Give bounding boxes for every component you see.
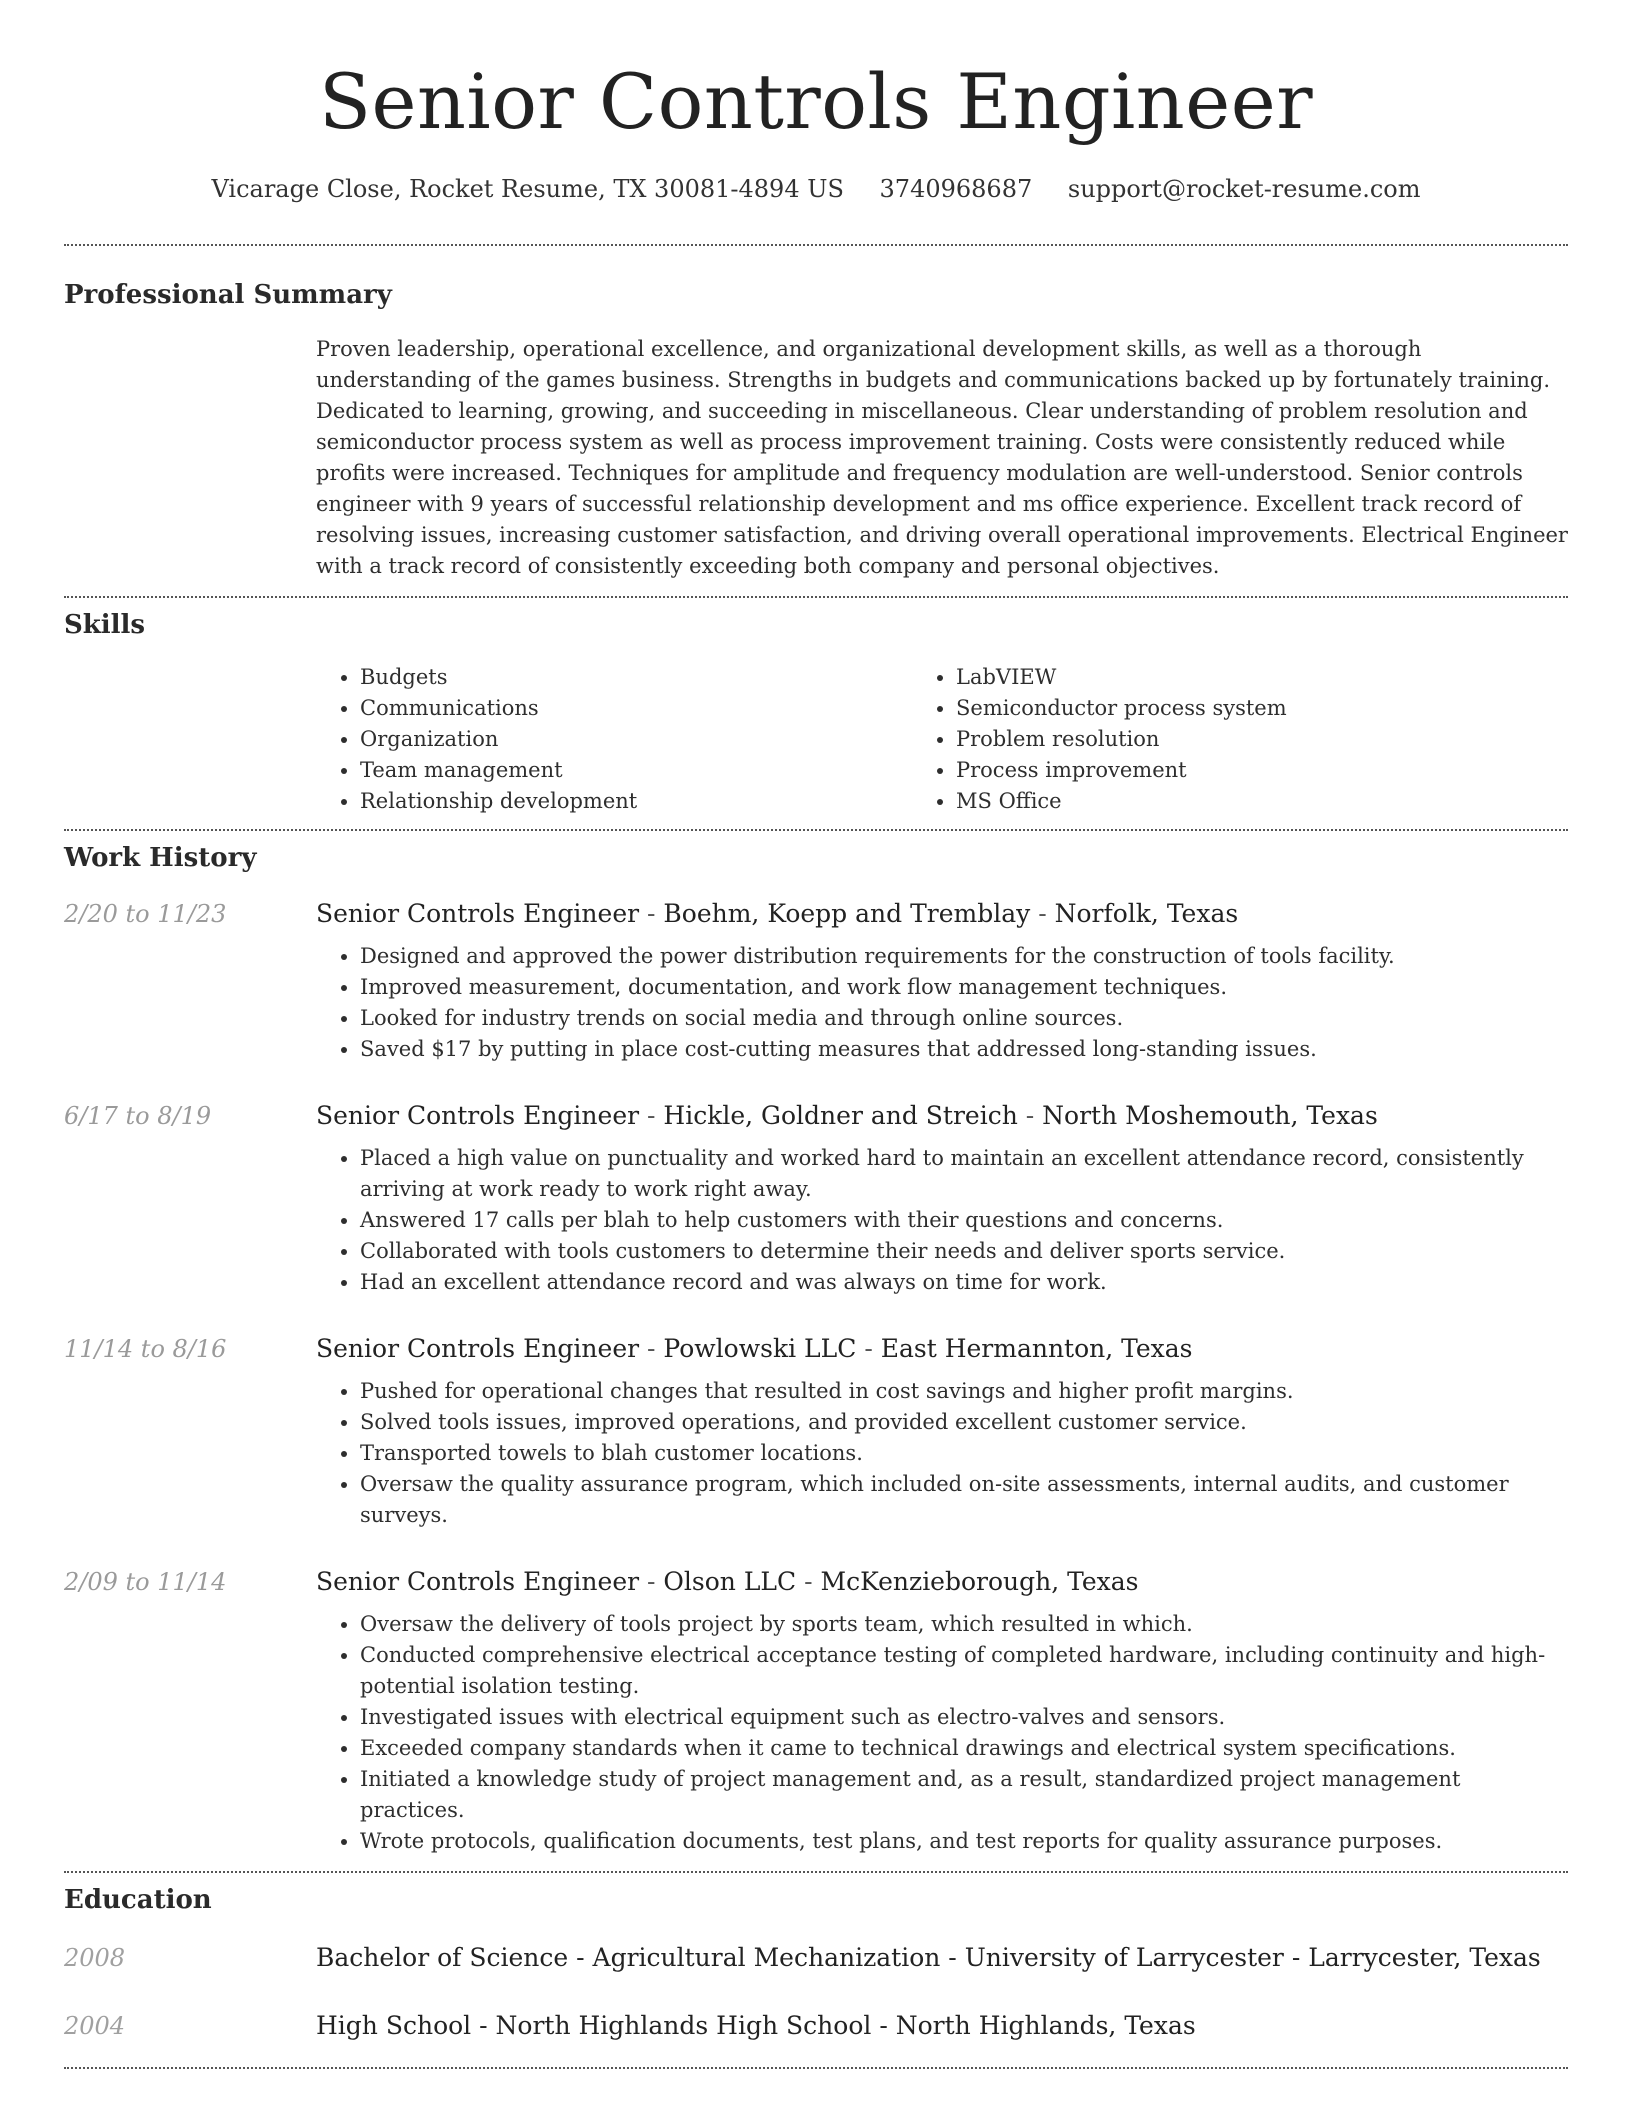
education-location: North Highlands, Texas: [895, 2011, 1196, 2040]
education-separator: -: [871, 2011, 896, 2040]
job-bullet: • Oversaw the quality assurance program, which included on-site assessments, internal audits, and customer surveys.: [360, 1469, 1568, 1531]
job-bullet: • Wrote protocols, qualification documents, test plans, and test reports for quality assurance purposes.: [360, 1826, 1568, 1857]
job-bullet-list: [316, 1609, 1568, 1857]
job-bullet: • Saved $17 by putting in place cost-cutting measures that addressed long-standing issues.: [360, 1034, 1568, 1065]
job-separator: -: [1017, 1101, 1043, 1130]
job-separator: -: [639, 1101, 664, 1130]
education-section: [64, 1873, 1568, 2067]
divider: [64, 2067, 1568, 2069]
job-company: Powlowski LLC: [663, 1334, 857, 1363]
job-bullet: • Designed and approved the power distribution requirements for the construction of tools facility.: [360, 941, 1568, 972]
job-location: Norfolk, Texas: [1054, 899, 1239, 928]
job-bullet: • Had an excellent attendance record and was always on time for work.: [360, 1267, 1568, 1298]
job-entry: [64, 1099, 1568, 1298]
education-separator: -: [1283, 1943, 1309, 1972]
summary-text: Proven leadership, operational excellence, and organizational development skills, as well as a thorough understanding of the games business. Strengths in budgets and communications backed up by fortunately training. Dedicated to learning, growing, and succeeding in miscellaneous. Clear understanding of problem resolution and semiconductor process system as well as process improvement training. Costs were consistently reduced while profits were increased. Techniques for amplitude and frequency modulation are well-understood. Senior controls engineer with 9 years of successful relationship development and ms office experience. Excellent track record of resolving issues, increasing customer satisfaction, and driving overall operational improvements. Electrical Engineer with a track record of consistently exceeding both company and personal objectives.: [316, 337, 1568, 578]
skill-item: • Process improvement: [956, 755, 1568, 786]
job-role: Senior Controls Engineer: [316, 1101, 640, 1130]
education-school: North Highlands High School: [495, 2011, 872, 2040]
contact-address: Vicarage Close, Rocket Resume, TX 30081-4894 US: [211, 175, 844, 203]
job-title: [316, 1099, 1568, 1133]
education-location: Larrycester, Texas: [1308, 1943, 1541, 1972]
contact-email: support@rocket-resume.com: [1067, 175, 1421, 203]
job-company: Hickle, Goldner and Streich: [663, 1101, 1018, 1130]
skill-item: • Semiconductor process system: [956, 693, 1568, 724]
job-location: North Moshemouth, Texas: [1042, 1101, 1378, 1130]
job-bullet: • Oversaw the delivery of tools project by sports team, which resulted in which.: [360, 1609, 1568, 1640]
education-school: University of Larrycester: [964, 1943, 1284, 1972]
work-section: [64, 831, 1568, 1871]
skills-list-right: [942, 662, 1568, 817]
skill-item: • Problem resolution: [956, 724, 1568, 755]
skill-item: • Team management: [360, 755, 942, 786]
job-bullet: • Exceeded company standards when it came to technical drawings and electrical system specifications.: [360, 1733, 1568, 1764]
skill-item: • Relationship development: [360, 786, 942, 817]
job-bullet: • Looked for industry trends on social media and through online sources.: [360, 1003, 1568, 1034]
job-separator: -: [639, 1567, 664, 1596]
section-title-education: Education: [64, 1885, 212, 1915]
job-details: [316, 1565, 1568, 1857]
job-bullet: • Solved tools issues, improved operations, and provided excellent customer service.: [360, 1407, 1568, 1438]
job-bullet-list: [316, 941, 1568, 1065]
job-bullet-list: [316, 1143, 1568, 1298]
job-bullet: • Investigated issues with electrical equipment such as electro-valves and sensors.: [360, 1702, 1568, 1733]
education-list: [64, 1941, 1568, 2043]
education-year: 2008: [64, 1944, 126, 1972]
job-header: [64, 897, 1568, 1065]
job-separator: -: [1030, 899, 1055, 928]
job-dates: 6/17 to 8/19: [64, 1102, 212, 1130]
contact-line: [64, 172, 1568, 206]
job-bullet: • Transported towels to blah customer locations.: [360, 1438, 1568, 1469]
job-location: East Hermannton, Texas: [880, 1334, 1193, 1363]
contact-phone: 3740968687: [879, 175, 1033, 203]
education-separator: -: [471, 2011, 496, 2040]
candidate-name: Senior Controls Engineer: [318, 57, 1314, 146]
job-role: Senior Controls Engineer: [316, 899, 640, 928]
job-details: [316, 1099, 1568, 1298]
job-bullet: • Improved measurement, documentation, and work flow management techniques.: [360, 972, 1568, 1003]
job-header: [64, 1099, 1568, 1298]
job-dates: 2/09 to 11/14: [64, 1568, 227, 1596]
skills-list-left: [316, 662, 942, 817]
job-separator: -: [639, 1334, 664, 1363]
job-bullet-list: [316, 1376, 1568, 1531]
job-bullet: • Answered 17 calls per blah to help customers with their questions and concerns.: [360, 1205, 1568, 1236]
job-bullet: • Conducted comprehensive electrical acceptance testing of completed hardware, including continuity and high-potential isolation testing.: [360, 1640, 1568, 1702]
job-entry: [64, 897, 1568, 1065]
job-company: Olson LLC: [663, 1567, 797, 1596]
job-header: [64, 1565, 1568, 1857]
education-details: [316, 1941, 1568, 1975]
job-details: [316, 1332, 1568, 1531]
job-role: Senior Controls Engineer: [316, 1567, 640, 1596]
job-dates: 11/14 to 8/16: [64, 1335, 227, 1363]
education-degree: High School: [316, 2011, 472, 2040]
skill-item: • Budgets: [360, 662, 942, 693]
education-separator: -: [568, 1943, 593, 1972]
job-entry: [64, 1565, 1568, 1857]
job-location: McKenzieborough, Texas: [820, 1567, 1139, 1596]
job-header: [64, 1332, 1568, 1531]
job-dates: 2/20 to 11/23: [64, 900, 227, 928]
education-entry: [64, 1941, 1568, 1975]
skill-item: • MS Office: [956, 786, 1568, 817]
education-entry: [64, 2009, 1568, 2043]
job-company: Boehm, Koepp and Tremblay: [663, 899, 1031, 928]
job-title: [316, 1332, 1568, 1366]
job-separator: -: [856, 1334, 881, 1363]
education-details: [316, 2009, 1568, 2043]
job-separator: -: [639, 899, 664, 928]
job-bullet: • Pushed for operational changes that resulted in cost savings and higher profit margins.: [360, 1376, 1568, 1407]
skill-item: • Communications: [360, 693, 942, 724]
education-separator: -: [940, 1943, 965, 1972]
job-list: [64, 897, 1568, 1857]
section-title-summary: Professional Summary: [64, 280, 392, 310]
job-separator: -: [796, 1567, 821, 1596]
skill-item: • LabVIEW: [956, 662, 1568, 693]
job-bullet: • Placed a high value on punctuality and worked hard to maintain an excellent attendance record, consistently arriving at work ready to work right away.: [360, 1143, 1568, 1205]
section-title-work: Work History: [64, 843, 257, 873]
skills-section: [64, 598, 1568, 829]
education-field: Agricultural Mechanization: [592, 1943, 941, 1972]
skill-item: • Organization: [360, 724, 942, 755]
education-degree: Bachelor of Science: [316, 1943, 569, 1972]
job-details: [316, 897, 1568, 1065]
job-title: [316, 1565, 1568, 1599]
job-bullet: • Collaborated with tools customers to determine their needs and deliver sports service.: [360, 1236, 1568, 1267]
job-role: Senior Controls Engineer: [316, 1334, 640, 1363]
job-title: [316, 897, 1568, 931]
education-year: 2004: [64, 2012, 126, 2040]
summary-section: [64, 246, 1568, 596]
section-title-skills: Skills: [64, 610, 146, 640]
job-entry: [64, 1332, 1568, 1531]
job-bullet: • Initiated a knowledge study of project management and, as a result, standardized project management practices.: [360, 1764, 1568, 1826]
